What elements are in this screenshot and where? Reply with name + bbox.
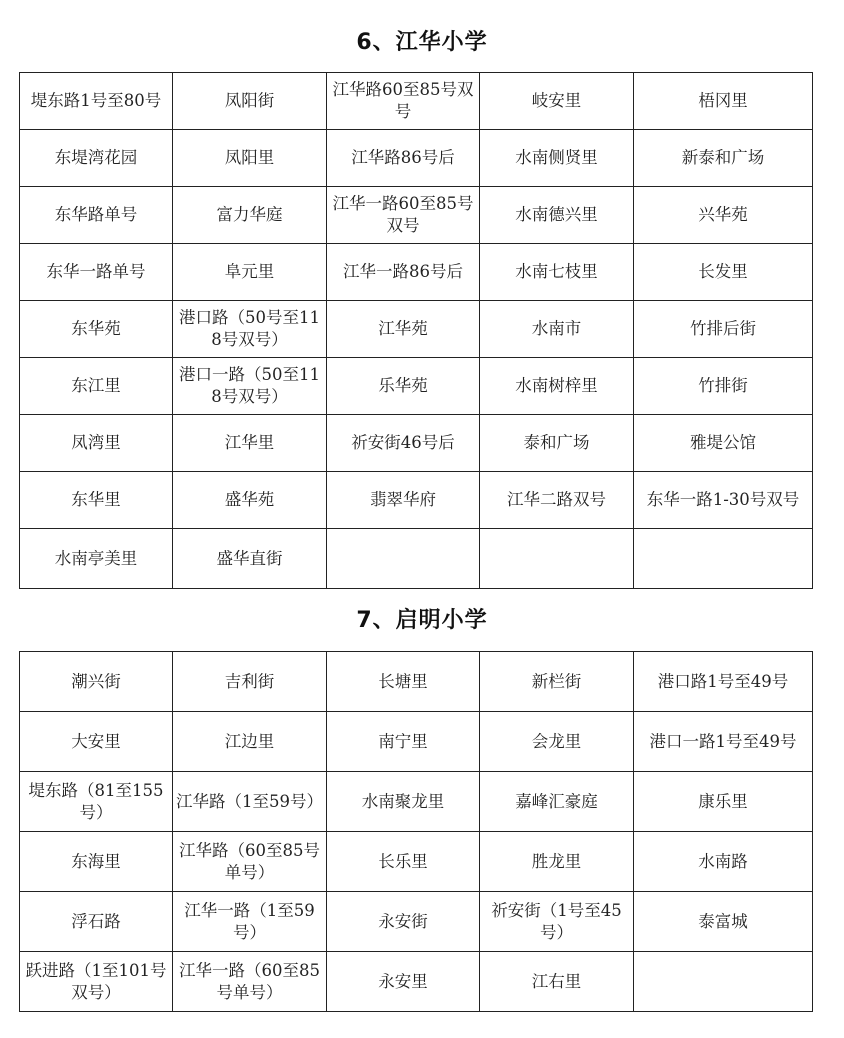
table-cell: 新泰和广场 (634, 130, 813, 187)
table-cell: 祈安街46号后 (327, 415, 480, 472)
table-cell: 盛华苑 (173, 472, 327, 529)
table-cell: 长乐里 (327, 832, 480, 892)
table-cell: 江边里 (173, 712, 327, 772)
table-cell: 水南市 (480, 301, 634, 358)
table-cell: 江右里 (480, 952, 634, 1012)
table-cell: 雅堤公馆 (634, 415, 813, 472)
table-cell: 泰和广场 (480, 415, 634, 472)
table-cell: 竹排后街 (634, 301, 813, 358)
table-cell: 南宁里 (327, 712, 480, 772)
table-cell: 东华一路单号 (20, 244, 173, 301)
table-cell: 江华里 (173, 415, 327, 472)
table-cell: 水南七枝里 (480, 244, 634, 301)
table-cell: 凤湾里 (20, 415, 173, 472)
table-row (20, 358, 813, 415)
table-cell (327, 529, 480, 589)
table-cell: 堤东路1号至80号 (20, 73, 173, 130)
table-cell: 江华二路双号 (480, 472, 634, 529)
table-cell (480, 529, 634, 589)
table-cell: 江华路（1至59号） (173, 772, 327, 832)
table-cell: 东堤湾花园 (20, 130, 173, 187)
table-cell: 兴华苑 (634, 187, 813, 244)
table-row (20, 415, 813, 472)
table-row (20, 772, 813, 832)
table-row (20, 130, 813, 187)
table-cell: 永安街 (327, 892, 480, 952)
table-cell: 岐安里 (480, 73, 634, 130)
table-cell: 江华路（60至85号单号） (173, 832, 327, 892)
table-row (20, 712, 813, 772)
table-cell: 港口路1号至49号 (634, 652, 813, 712)
table-cell: 江华苑 (327, 301, 480, 358)
table-cell: 东华路单号 (20, 187, 173, 244)
table-cell: 翡翠华府 (327, 472, 480, 529)
table-cell: 江华一路60至85号双号 (327, 187, 480, 244)
table-row (20, 892, 813, 952)
table-row (20, 301, 813, 358)
table-cell: 江华一路86号后 (327, 244, 480, 301)
table-cell (634, 952, 813, 1012)
table-cell: 凤阳街 (173, 73, 327, 130)
table-cell: 水南亭美里 (20, 529, 173, 589)
table-cell: 乐华苑 (327, 358, 480, 415)
address-table-jianghua (19, 72, 813, 589)
table-cell: 水南聚龙里 (327, 772, 480, 832)
table-row (20, 652, 813, 712)
table-cell: 胜龙里 (480, 832, 634, 892)
table-cell: 新栏街 (480, 652, 634, 712)
table-cell: 康乐里 (634, 772, 813, 832)
table-row (20, 472, 813, 529)
table-row (20, 73, 813, 130)
table-row (20, 952, 813, 1012)
table-cell: 跃进路（1至101号双号） (20, 952, 173, 1012)
table-row (20, 244, 813, 301)
table-cell: 港口一路（50至118号双号） (173, 358, 327, 415)
table-cell: 江华路60至85号双号 (327, 73, 480, 130)
table-cell: 东海里 (20, 832, 173, 892)
table-cell (634, 529, 813, 589)
table-cell: 水南侧贤里 (480, 130, 634, 187)
table-cell: 港口一路1号至49号 (634, 712, 813, 772)
table-cell: 长塘里 (327, 652, 480, 712)
table-row (20, 832, 813, 892)
table-cell: 水南树梓里 (480, 358, 634, 415)
section-title-qiming: 7、启明小学 (356, 608, 488, 633)
table-cell: 嘉峰汇豪庭 (480, 772, 634, 832)
table-cell: 吉利街 (173, 652, 327, 712)
table-cell: 东华苑 (20, 301, 173, 358)
table-cell: 江华一路（60至85号单号） (173, 952, 327, 1012)
table-cell: 东江里 (20, 358, 173, 415)
table-cell: 永安里 (327, 952, 480, 1012)
table-cell: 水南路 (634, 832, 813, 892)
table-cell: 阜元里 (173, 244, 327, 301)
table-row (20, 529, 813, 589)
section-title-jianghua: 6、江华小学 (356, 30, 488, 55)
table-cell: 盛华直街 (173, 529, 327, 589)
table-cell: 祈安街（1号至45号） (480, 892, 634, 952)
table-cell: 东华一路1-30号双号 (634, 472, 813, 529)
table-cell: 竹排街 (634, 358, 813, 415)
table-cell: 东华里 (20, 472, 173, 529)
table-cell: 堤东路（81至155号） (20, 772, 173, 832)
table-cell: 水南德兴里 (480, 187, 634, 244)
table-row (20, 187, 813, 244)
table-cell: 江华路86号后 (327, 130, 480, 187)
table-cell: 泰富城 (634, 892, 813, 952)
table-cell: 大安里 (20, 712, 173, 772)
table-cell: 浮石路 (20, 892, 173, 952)
table-cell: 凤阳里 (173, 130, 327, 187)
table-cell: 梧冈里 (634, 73, 813, 130)
table-cell: 港口路（50号至118号双号） (173, 301, 327, 358)
table-cell: 长发里 (634, 244, 813, 301)
table-cell: 潮兴街 (20, 652, 173, 712)
table-cell: 江华一路（1至59号） (173, 892, 327, 952)
table-cell: 富力华庭 (173, 187, 327, 244)
address-table-qiming (19, 651, 813, 1012)
table-cell: 会龙里 (480, 712, 634, 772)
